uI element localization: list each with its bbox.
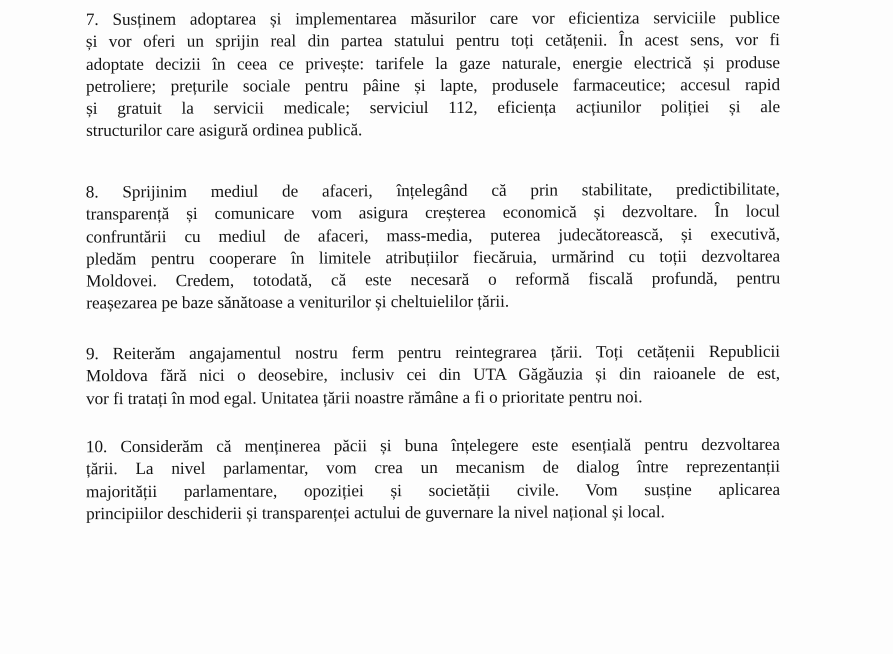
paragraph-line: 10. Considerăm că menținerea păcii și buna înțelegere este esențială pentru dezvoltarea (85, 434, 780, 457)
paragraph-line: 8. Sprijinim mediul de afaceri, înțelegând că prin stabilitate, predictibilitate, (85, 179, 780, 202)
paragraph-line: țării. La nivel parlamentar, vom crea un mecanism de dialog între reprezentanții (85, 457, 780, 479)
paragraph-line: majorității parlamentare, opoziției și societății civile. Vom susține aplicarea (86, 479, 781, 501)
paragraph-line: adoptate decizii în ceea ce privește: tarifele la gaze naturale, energie electrică și produse (85, 52, 780, 74)
paragraph-line: 9. Reiterăm angajamentul nostru ferm pentru reintegrarea țării. Toți cetățenii Republicii (85, 341, 780, 364)
paragraph-line: transparență și comunicare vom asigura creșterea economică și dezvoltare. În locul (85, 201, 780, 224)
paragraph-line: vor fi tratați în mod egal. Unitatea țării noastre rămâne a fi o prioritate pentru noi. (86, 386, 643, 408)
paragraph-line: petroliere; prețurile sociale pentru pâine și lapte, produsele farmaceutice; accesul rapid (86, 74, 781, 96)
paragraph-9 (86, 341, 780, 410)
paragraph-7 (86, 7, 780, 143)
paragraph-10 (86, 434, 780, 526)
paragraph-line: Moldovei. Credem, totodată, că este necesară o reformă fiscală profundă, pentru (86, 268, 781, 291)
paragraph-line: principiilor deschiderii și transparenței actului de guvernare la nivel național și local. (86, 502, 665, 524)
paragraph-line: confruntării cu mediul de afaceri, mass-media, puterea judecătorească, și executivă, (85, 224, 780, 247)
paragraph-line: reașezarea pe baze sănătoase a veniturilor și cheltuielilor țării. (86, 292, 510, 313)
paragraph-line: Moldova fără nici o deosebire, inclusiv cei din UTA Găgăuzia și din raioanele de est, (85, 364, 781, 386)
paragraph-line: și gratuit la servicii medicale; serviciul 112, eficiența acțiunilor poliției și ale (86, 97, 781, 119)
paragraph-8 (86, 178, 781, 315)
paragraph-line: și vor oferi un sprijin real din partea statului pentru toți cetățenii. În acest sens, vor fi (85, 30, 780, 52)
paragraph-line: 7. Susținem adoptarea și implementarea măsurilor care vor eficientiza serviciile publice (85, 8, 780, 29)
paragraph-line: structurilor care asigură ordinea publică. (86, 120, 363, 141)
paragraph-line: pledăm pentru cooperare în limitele atribuțiilor fiecăruia, urmărind cu toții dezvoltarea (86, 246, 781, 269)
